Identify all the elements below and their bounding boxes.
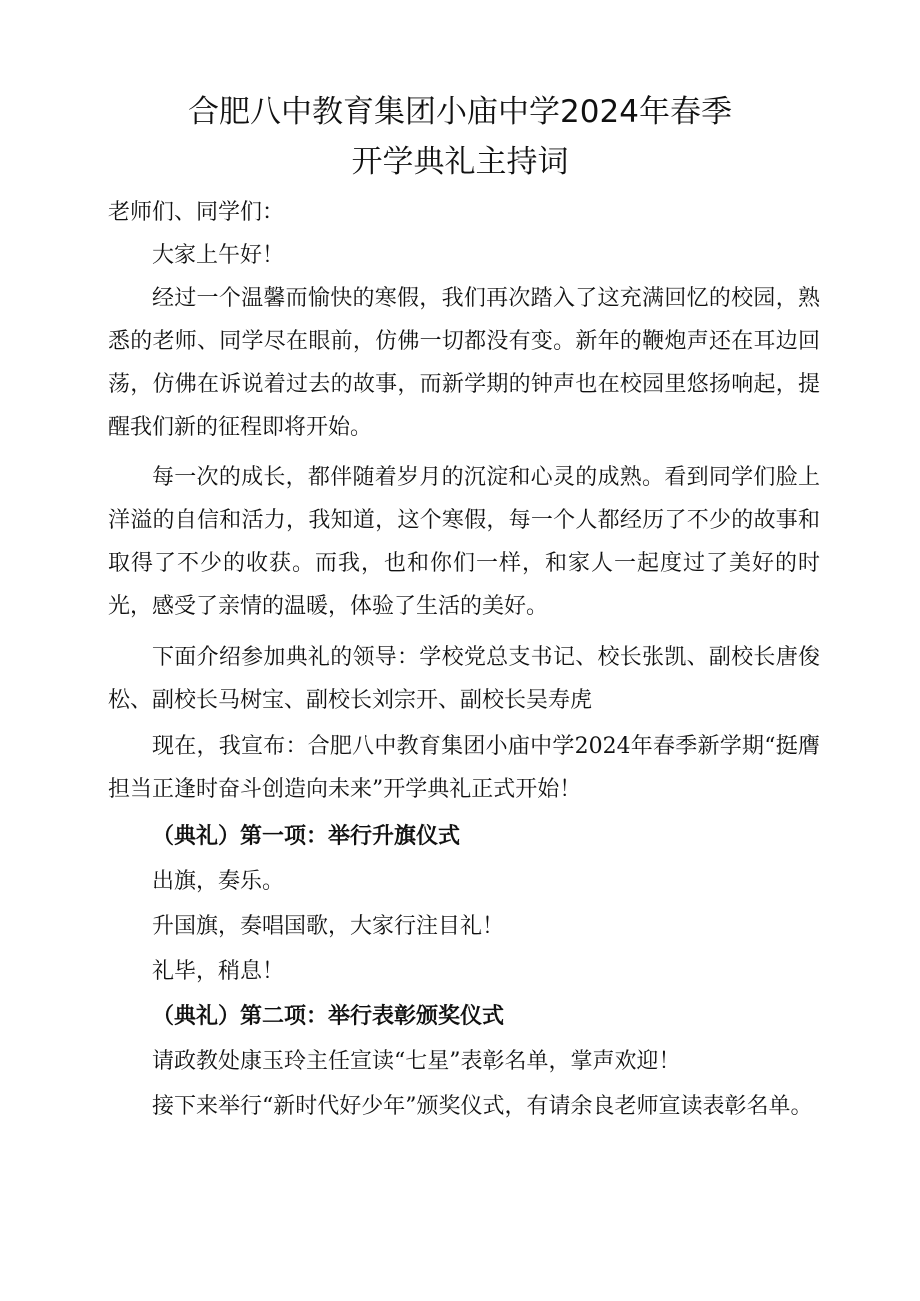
paragraph-good-youth: 接下来举行“新时代好少年”颁奖仪式，有请余良老师宣读表彰名单。 bbox=[152, 1094, 813, 1119]
salutation: 老师们、同学们： bbox=[108, 200, 285, 225]
paragraph-leaders: 下面介绍参加典礼的领导：学校党总支书记、校长张凯、副校长唐俊松、副校长马树宝、副校长刘宗开、副校长吴寿虎 bbox=[108, 645, 820, 713]
section-heading-flag-raising: （典礼）第一项：举行升旗仪式 bbox=[152, 823, 461, 849]
document-title-line-2: 开学典礼主持词 bbox=[351, 144, 569, 180]
line-flag-out: 出旗，奏乐。 bbox=[152, 869, 285, 894]
section-heading-awards: （典礼）第二项：举行表彰颁奖仪式 bbox=[152, 1003, 505, 1029]
line-at-ease: 礼毕，稍息！ bbox=[152, 959, 285, 984]
paragraph-winter-break: 经过一个温馨而愉快的寒假，我们再次踏入了这充满回忆的校园，熟悉的老师、同学尽在眼前，仿佛一切都没有变。新年的鞭炮声还在耳边回荡，仿佛在诉说着过去的故事，而新学期的钟声也在校园里悠扬响起，提醒我们新的征程即将开始。 bbox=[108, 286, 820, 440]
line-seven-stars: 请政教处康玉玲主任宣读“七星”表彰名单，掌声欢迎！ bbox=[152, 1049, 681, 1074]
greeting: 大家上午好！ bbox=[152, 243, 285, 268]
paragraph-growth: 每一次的成长，都伴随着岁月的沉淀和心灵的成熟。看到同学们脸上洋溢的自信和活力，我知道，这个寒假，每一个人都经历了不少的故事和取得了不少的收获。而我，也和你们一样，和家人一起度过了美好的时光，感受了亲情的温暖，体验了生活的美好。 bbox=[108, 465, 820, 619]
paragraph-opening: 现在，我宣布：合肥八中教育集团小庙中学2024年春季新学期“挺膺担当正逢时奋斗创造向未来”开学典礼正式开始！ bbox=[108, 734, 820, 802]
document-title-line-1: 合肥八中教育集团小庙中学2024年春季 bbox=[188, 94, 732, 130]
line-anthem: 升国旗，奏唱国歌，大家行注目礼！ bbox=[152, 914, 505, 939]
